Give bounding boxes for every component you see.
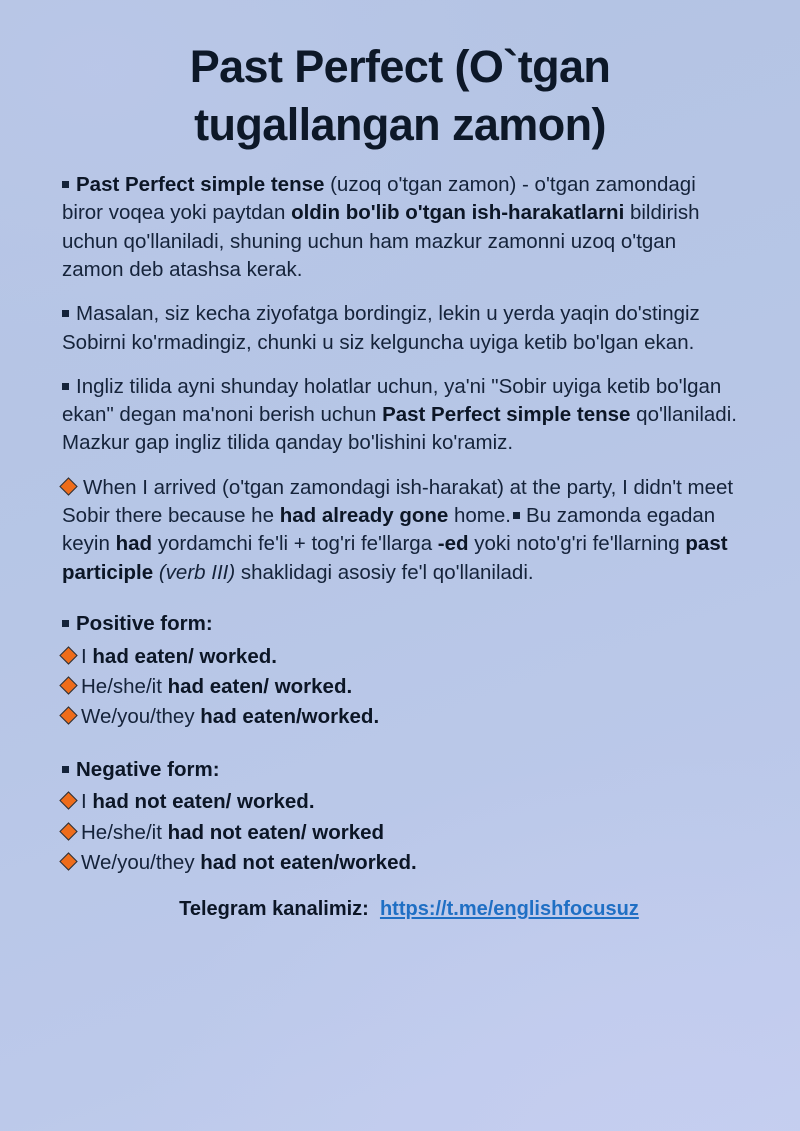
form-example-line — [62, 787, 738, 817]
form-section — [62, 755, 738, 879]
body-text: shaklidagi asosiy fe'l qo'llaniladi. — [235, 560, 534, 584]
form-heading — [62, 609, 738, 639]
footer — [62, 898, 738, 921]
form-heading — [62, 755, 738, 785]
emphasis-text: had eaten/ worked. — [92, 644, 277, 668]
form-example-line — [62, 642, 738, 672]
body-text: I — [81, 790, 93, 814]
form-example-line — [62, 672, 738, 702]
form-heading-label: Positive form: — [76, 611, 213, 635]
body-text: qo'llaniladi. Mazkur gap ingliz tilida qanday bo'lishini ko'ramiz. — [62, 403, 737, 455]
paragraph — [62, 171, 738, 284]
body-text: Masalan, siz kecha ziyofatga bordingiz, lekin u yerda yaqin do'stingiz Sobirni ko'rmadingiz, chunki u siz kelguncha uyiga ketib bo'lgan ekan. — [62, 302, 700, 354]
diamond-bullet-icon — [59, 646, 77, 664]
emphasis-text: had not eaten/worked. — [200, 850, 417, 874]
emphasis-text: Past Perfect simple tense — [76, 173, 325, 197]
body-text: He/she/it — [81, 674, 168, 698]
body-text: Bu zamonda egadan keyin — [62, 504, 716, 556]
telegram-link[interactable]: https://t.me/englishfocusuz — [379, 898, 639, 921]
body-text: When I arrived (o'tgan zamondagi ish-harakat) at the party, I didn't meet Sobir there because he — [62, 475, 734, 527]
body-text: home. — [448, 504, 511, 527]
square-bullet-icon — [62, 766, 69, 773]
form-example-line — [62, 818, 738, 848]
square-bullet-icon — [62, 310, 69, 317]
body-text: I — [81, 644, 93, 668]
page-title: Past Perfect (O`tgan tugallangan zamon) — [189, 41, 611, 150]
emphasis-text: had — [115, 532, 153, 556]
diamond-bullet-icon — [59, 822, 77, 840]
body-text: yoki noto'g'ri fe'llarning — [468, 532, 686, 556]
lesson-body — [62, 171, 738, 878]
form-heading-label: Negative form: — [76, 757, 220, 781]
paragraph — [62, 373, 738, 458]
square-bullet-icon — [513, 512, 520, 519]
body-text: We/you/they — [81, 705, 201, 729]
emphasis-text: had already gone — [279, 504, 449, 527]
form-example-line — [62, 702, 738, 732]
body-text: bildirish uchun qo'llaniladi, shuning uchun ham mazkur zamonni uzoq o'tgan zamon deb atashsa kerak. — [62, 201, 700, 282]
diamond-bullet-icon — [59, 676, 77, 694]
form-example-line — [62, 848, 738, 878]
paragraph — [62, 300, 738, 357]
emphasis-text: past participle — [62, 532, 728, 584]
emphasis-text: had eaten/worked. — [200, 705, 380, 729]
emphasis-text: had eaten/ worked. — [167, 674, 353, 698]
body-text: (uzoq o'tgan zamon) - o'tgan zamondagi biror voqea yoki paytdan — [62, 173, 696, 225]
emphasis-text: oldin bo'lib o'tgan ish-harakatlarni — [291, 201, 625, 225]
emphasis-text: Past Perfect simple tense — [382, 403, 631, 427]
body-text: We/you/they — [81, 850, 201, 874]
square-bullet-icon — [62, 181, 69, 188]
paragraph — [62, 474, 738, 587]
square-bullet-icon — [62, 620, 69, 627]
diamond-bullet-icon — [59, 477, 77, 495]
telegram-label: Telegram kanalimiz: — [179, 898, 369, 921]
body-text: Ingliz tilida ayni shunday holatlar uchun, ya'ni "Sobir uyiga ketib bo'lgan ekan" degan ma'noni berish uchun — [62, 374, 722, 427]
diamond-bullet-icon — [59, 707, 77, 725]
body-text: He/she/it — [81, 820, 168, 844]
diamond-bullet-icon — [59, 852, 77, 870]
form-sections — [62, 609, 738, 878]
paragraph-list — [62, 171, 738, 587]
emphasis-text: -ed — [437, 532, 469, 556]
emphasis-text: had not eaten/ worked. — [92, 790, 315, 814]
italic-text: (verb III) — [158, 560, 236, 584]
diamond-bullet-icon — [59, 792, 77, 810]
emphasis-text: had not eaten/ worked — [167, 820, 385, 844]
form-section — [62, 609, 738, 733]
square-bullet-icon — [62, 383, 69, 390]
body-text: yordamchi fe'li + tog'ri fe'llarga — [152, 532, 438, 556]
